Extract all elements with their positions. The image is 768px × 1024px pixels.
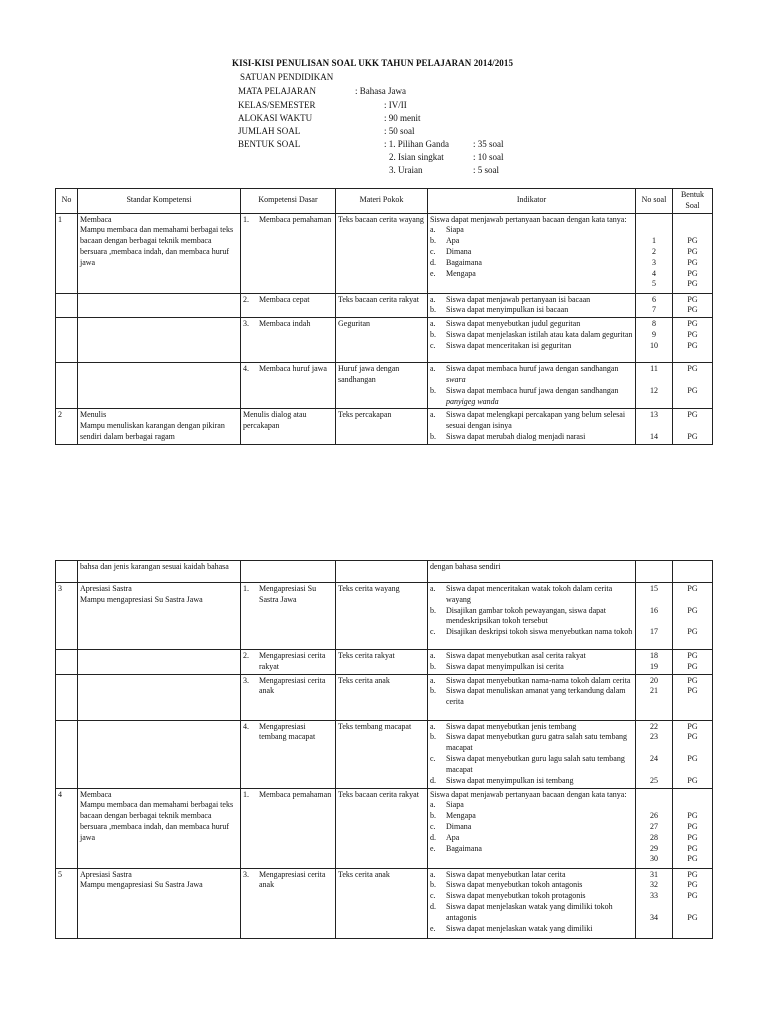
indikator-text: Disajikan gambar tokoh pewayangan, siswa dapat mendeskripsikan tokoh tersebut xyxy=(446,605,606,626)
indikator-text: Disajikan deskripsi tokoh siswa menyebutkan nama tokoh xyxy=(446,627,633,637)
soal-value: 7 xyxy=(652,305,656,315)
indikator-letter: a. xyxy=(430,651,436,660)
row-number: 5 xyxy=(56,868,78,938)
mapel-value: : Bahasa Jawa xyxy=(355,86,406,96)
soal-value: 28 xyxy=(650,832,658,842)
indikator-text: Apa xyxy=(446,236,460,246)
soal-value: PG xyxy=(687,246,698,256)
soal-value: PG xyxy=(687,854,698,864)
indikator-cell: Siswa dapat menjawab pertanyaan bacaan dengan kata tanya: a. Siapa b. Mengapa c. Dimana d. Apa e. Bagaimana xyxy=(428,788,636,868)
indikator-item xyxy=(430,811,633,822)
no-soal-cell xyxy=(636,650,673,675)
no-soal-cell xyxy=(636,674,673,720)
indikator-text: Siswa dapat menceritakan isi geguritan xyxy=(446,340,572,350)
standar-kompetensi-cell xyxy=(78,213,241,293)
kd-number: 1. xyxy=(243,214,249,224)
bentuk-3-value: : 5 soal xyxy=(473,165,499,175)
no-soal-cell: 15 16 17 xyxy=(636,583,673,650)
bentuk-soal-cell: PG PG xyxy=(673,409,713,445)
kompetensi-dasar-cell: 2. Membaca cepat xyxy=(241,293,336,318)
soal-value: 6 xyxy=(652,294,656,304)
soal-value: PG xyxy=(687,340,698,350)
indikator-letter: a. xyxy=(430,800,436,810)
materi-pokok-cell: Teks cerita rakyat xyxy=(336,650,428,675)
indikator-item xyxy=(430,295,633,306)
indikator-letter: b. xyxy=(430,329,436,339)
indikator-letter: a. xyxy=(430,721,436,731)
indikator-letter: b. xyxy=(430,732,436,742)
indikator-letter: c. xyxy=(430,891,436,901)
indikator-letter: a. xyxy=(430,675,436,685)
indikator-item xyxy=(430,902,633,924)
indikator-item xyxy=(430,676,633,687)
bentuk-soal-cell xyxy=(673,318,713,363)
soal-value: 10 xyxy=(650,340,658,350)
kompetensi-dasar-cell xyxy=(241,213,336,293)
indikator-letter: a. xyxy=(430,410,436,420)
indikator-text: Siswa dapat menyimpulkan isi cerita xyxy=(446,661,564,671)
indikator-text: Siswa dapat melengkapi percakapan yang belum selesai sesuai dengan isinya xyxy=(446,410,626,431)
kompetensi-dasar-cell: 3. Mengapresiasi cerita anak xyxy=(241,868,336,938)
indikator-letter: c. xyxy=(430,821,436,831)
bentuk-soal-cell xyxy=(673,788,713,868)
indikator-letter: b. xyxy=(430,305,436,315)
soal-value: 30 xyxy=(650,854,658,864)
bentuk-soal-cell xyxy=(673,674,713,720)
soal-value: PG xyxy=(687,294,698,304)
indikator-letter: d. xyxy=(430,257,436,267)
soal-value: 4 xyxy=(652,268,656,278)
materi-pokok-cell: Teks tembang macapat xyxy=(336,720,428,788)
indikator-letter: a. xyxy=(430,294,436,304)
indikator-item xyxy=(430,880,633,891)
jumlah-label: JUMLAH SOAL xyxy=(238,126,301,136)
kelas-label: KELAS/SEMESTER xyxy=(238,100,316,110)
standar-kompetensi-cell: Membaca Mampu membaca dan memahami berbagai teks bacaan dengan berbagai teknik membaca bersuara ,membaca indah, dan membaca huruf jawa xyxy=(78,788,241,868)
indikator-text: Siapa xyxy=(446,800,464,810)
indikator-text: Mengapa xyxy=(446,811,476,821)
indikator-item xyxy=(430,432,633,443)
materi-pokok-cell: Teks bacaan cerita rakyat xyxy=(336,788,428,868)
soal-value: PG xyxy=(687,257,698,267)
indikator-item xyxy=(430,305,633,316)
kisi-table-part-2 xyxy=(55,560,713,939)
bentuk-2-value: : 10 soal xyxy=(473,152,504,162)
indikator-item xyxy=(430,319,633,330)
table-row xyxy=(56,868,713,938)
indikator-text: Siswa dapat merubah dialog menjadi narasi xyxy=(446,431,586,441)
soal-value: PG xyxy=(687,675,698,685)
indikator-item xyxy=(430,606,633,628)
indikator-letter: d. xyxy=(430,775,436,785)
indikator-item xyxy=(430,776,633,787)
materi-pokok-cell: Teks bacaan cerita rakyat xyxy=(336,293,428,318)
soal-value: PG xyxy=(687,319,698,329)
indikator-text: Dimana xyxy=(446,821,472,831)
alokasi-value: : 90 menit xyxy=(384,113,421,123)
jumlah-value: : 50 soal xyxy=(384,126,415,136)
indikator-text: Siswa dapat menyebutkan judul geguritan xyxy=(446,319,581,329)
table-row xyxy=(56,409,713,445)
kompetensi-dasar-cell: 4. Membaca huruf jawa xyxy=(241,363,336,409)
indikator-letter: b. xyxy=(430,880,436,890)
indikator-cell: a. Siswa dapat membaca huruf jawa dengan sandhangan swara b. Siswa dapat membaca huruf jawa dengan sandhangan panyigeg wanda xyxy=(428,363,636,409)
soal-value: PG xyxy=(687,686,698,696)
bentuk-soal-cell: PG PG PG PG xyxy=(673,868,713,938)
table-row xyxy=(56,720,713,788)
indikator-text: Siswa dapat menjelaskan istilah atau kata dalam geguritan xyxy=(446,329,633,339)
kompetensi-dasar-cell: 2. Mengapresiasi cerita rakyat xyxy=(241,650,336,675)
indikator-item xyxy=(430,584,633,606)
indikator-text: Siswa dapat menyebutkan guru lagu salah satu tembang macapat xyxy=(446,753,625,774)
table-row xyxy=(56,293,713,318)
indikator-item xyxy=(430,891,633,902)
indikator-item xyxy=(430,722,633,733)
soal-value: PG xyxy=(687,832,698,842)
indikator-cell xyxy=(428,720,636,788)
table-row xyxy=(56,674,713,720)
kelas-value: : IV/II xyxy=(384,100,407,110)
no-soal-cell xyxy=(636,788,673,868)
indikator-letter: b. xyxy=(430,811,436,821)
standar-kompetensi-cell: Apresiasi Sastra Mampu mengapresiasi Su Sastra Jawa xyxy=(78,583,241,650)
no-soal-cell xyxy=(636,293,673,318)
indikator-item xyxy=(430,627,633,638)
table-header-row xyxy=(56,189,713,214)
soal-value: 1 xyxy=(652,236,656,246)
table-row xyxy=(56,650,713,675)
kompetensi-dasar-cell: 3. Mengapresiasi cerita anak xyxy=(241,674,336,720)
soal-value: PG xyxy=(687,843,698,853)
indikator-text: Siswa dapat menuliskan amanat yang terkandung dalam cerita xyxy=(446,686,626,707)
soal-value: PG xyxy=(687,651,698,660)
kompetensi-dasar-cell: 1. Mengapresiasi Su Sastra Jawa xyxy=(241,583,336,650)
indikator-text: Bagaimana xyxy=(446,843,482,853)
header-bentuk-soal: Bentuk Soal xyxy=(673,189,713,214)
indikator-letter: d. xyxy=(430,832,436,842)
materi-pokok-cell: Teks cerita wayang xyxy=(336,583,428,650)
indikator-text: Siswa dapat menjelaskan watak yang dimiliki xyxy=(446,923,593,933)
soal-value: 21 xyxy=(650,686,658,696)
indikator-text: Siswa dapat menyimpulkan isi bacaan xyxy=(446,305,569,315)
indikator-cell xyxy=(428,583,636,650)
table-row xyxy=(56,213,713,293)
header-no-soal: No soal xyxy=(636,189,673,214)
indikator-text: Siswa dapat menjelaskan watak yang dimiliki tokoh antagonis xyxy=(446,901,613,922)
indikator-text: Dimana xyxy=(446,246,472,256)
materi-pokok-cell: Teks cerita anak xyxy=(336,868,428,938)
indikator-item xyxy=(430,732,633,754)
soal-value: PG xyxy=(687,236,698,246)
indikator-letter: c. xyxy=(430,753,436,763)
indikator-letter: d. xyxy=(430,901,436,911)
indikator-text: Siswa dapat menyebutkan asal cerita rakyat xyxy=(446,651,586,660)
sk-description: Mampu membaca dan memahami berbagai teks bacaan dengan berbagai teknik membaca bersuara ,membaca indah, dan membaca huruf jawa xyxy=(80,225,234,267)
soal-value: PG xyxy=(687,821,698,831)
satuan-label: SATUAN PENDIDIKAN xyxy=(240,72,334,82)
kompetensi-dasar-cell: 1. Membaca pemahaman xyxy=(241,788,336,868)
indikator-item xyxy=(430,686,633,708)
row-number: 1 xyxy=(56,213,78,293)
soal-value: PG xyxy=(687,279,698,289)
indikator-item xyxy=(430,330,633,341)
indikator-intro: Siswa dapat menjawab pertanyaan bacaan dengan kata tanya: xyxy=(430,214,627,224)
bentuk-label: BENTUK SOAL xyxy=(238,139,301,149)
indikator-item xyxy=(430,833,633,844)
indikator-cell xyxy=(428,293,636,318)
indikator-letter: b. xyxy=(430,605,436,615)
standar-kompetensi-cell: Menulis Mampu menuliskan karangan dengan pikiran sendiri dalam berbagai ragam xyxy=(78,409,241,445)
soal-value: 20 xyxy=(650,675,658,685)
no-soal-cell: 13 14 xyxy=(636,409,673,445)
kd-text: Membaca pemahaman xyxy=(259,214,332,224)
bentuk-soal-cell: PG PG PG xyxy=(673,583,713,650)
header-standar-kompetensi: Standar Kompetensi xyxy=(78,189,241,214)
indikator-text: Mengapa xyxy=(446,268,476,278)
document-title: KISI-KISI PENULISAN SOAL UKK TAHUN PELAJARAN 2014/2015 xyxy=(232,58,514,68)
indikator-item xyxy=(430,870,633,881)
indikator-item xyxy=(430,269,633,280)
indikator-letter: a. xyxy=(430,584,436,593)
soal-value: 19 xyxy=(650,661,658,671)
sk-title: Membaca xyxy=(80,214,112,224)
indikator-item xyxy=(430,754,633,776)
materi-pokok-cell: Teks percakapan xyxy=(336,409,428,445)
header-no: No xyxy=(56,189,78,214)
indikator-item xyxy=(430,225,633,236)
row-number: 4 xyxy=(56,788,78,868)
indikator-cell: dengan bahasa sendiri xyxy=(428,561,636,583)
soal-value: 27 xyxy=(650,821,658,831)
bentuk-1-label: : 1. Pilihan Ganda xyxy=(384,139,449,149)
indikator-item xyxy=(430,844,633,855)
header-materi-pokok: Materi Pokok xyxy=(336,189,428,214)
soal-value: 26 xyxy=(650,811,658,821)
indikator-text: Siswa dapat menyebutkan nama-nama tokoh dalam cerita xyxy=(446,675,631,685)
bentuk-soal-cell xyxy=(673,293,713,318)
table-row xyxy=(56,788,713,868)
kompetensi-dasar-cell: Menulis dialog atau percakapan xyxy=(241,409,336,445)
indikator-item xyxy=(430,800,633,811)
bentuk-soal-cell xyxy=(673,213,713,293)
bentuk-3-label: 3. Uraian xyxy=(389,165,423,175)
materi-pokok-cell: Geguritan xyxy=(336,318,428,363)
materi-pokok-cell: Huruf jawa dengan sandhangan xyxy=(336,363,428,409)
materi-pokok-cell: Teks cerita anak xyxy=(336,674,428,720)
soal-value: PG xyxy=(687,305,698,315)
indikator-cell xyxy=(428,650,636,675)
indikator-item xyxy=(430,247,633,258)
soal-value: PG xyxy=(687,661,698,671)
materi-pokok-cell: Teks bacaan cerita wayang xyxy=(336,213,428,293)
indikator-cell xyxy=(428,674,636,720)
indikator-letter: b. xyxy=(430,661,436,671)
kompetensi-dasar-cell: 4. Mengapresiasi tembang macapat xyxy=(241,720,336,788)
indikator-letter: e. xyxy=(430,268,436,278)
indikator-cell xyxy=(428,409,636,445)
soal-value: PG xyxy=(687,329,698,339)
indikator-text: Siswa dapat menyebutkan tokoh antagonis xyxy=(446,880,583,890)
soal-value: PG xyxy=(687,811,698,821)
table-row xyxy=(56,318,713,363)
no-soal-cell xyxy=(636,318,673,363)
indikator-text: Siswa dapat menyebutkan latar cerita xyxy=(446,869,566,879)
indikator-text: Siswa dapat menyebutkan guru gatra salah satu tembang macapat xyxy=(446,732,628,753)
kisi-table-part-1 xyxy=(55,188,713,445)
indikator-text: Siapa xyxy=(446,225,464,235)
table-row xyxy=(56,363,713,409)
indikator-letter: c. xyxy=(430,340,436,350)
indikator-list xyxy=(430,225,633,279)
indikator-letter: a. xyxy=(430,869,436,879)
indikator-text: Bagaimana xyxy=(446,257,482,267)
indikator-text: Siswa dapat menyebutkan jenis tembang xyxy=(446,721,577,731)
indikator-cell xyxy=(428,868,636,938)
soal-value: 5 xyxy=(652,279,656,289)
soal-value: 3 xyxy=(652,257,656,267)
no-soal-cell: 22 23 24 25 xyxy=(636,720,673,788)
soal-value: 29 xyxy=(650,843,658,853)
indikator-text: Siswa dapat menceritakan watak tokoh dalam cerita wayang xyxy=(446,584,613,604)
indikator-text: Apa xyxy=(446,832,460,842)
indikator-item xyxy=(430,822,633,833)
indikator-item xyxy=(430,410,633,432)
indikator-letter: c. xyxy=(430,246,436,256)
header-kompetensi-dasar: Kompetensi Dasar xyxy=(241,189,336,214)
indikator-item xyxy=(430,236,633,247)
indikator-item xyxy=(430,258,633,269)
indikator-item xyxy=(430,341,633,352)
row-number: 2 xyxy=(56,409,78,445)
indikator-letter: e. xyxy=(430,923,436,933)
kompetensi-dasar-cell: 3. Membaca indah xyxy=(241,318,336,363)
soal-value: PG xyxy=(687,268,698,278)
indikator-letter: c. xyxy=(430,627,436,637)
indikator-cell xyxy=(428,213,636,293)
header-indikator: Indikator xyxy=(428,189,636,214)
no-soal-cell xyxy=(636,213,673,293)
indikator-cell xyxy=(428,318,636,363)
no-soal-cell: 31 32 33 34 xyxy=(636,868,673,938)
indikator-letter: b. xyxy=(430,431,436,441)
row-number: 3 xyxy=(56,583,78,650)
bentuk-soal-cell: PG PG xyxy=(673,363,713,409)
table-row xyxy=(56,561,713,583)
indikator-letter: e. xyxy=(430,843,436,853)
soal-value: 9 xyxy=(652,329,656,339)
indikator-text: Siswa dapat menyebutkan tokoh protagonis xyxy=(446,891,586,901)
no-soal-cell: 11 12 xyxy=(636,363,673,409)
bentuk-1-value: : 35 soal xyxy=(473,139,504,149)
indikator-letter: b. xyxy=(430,236,436,246)
soal-value: 2 xyxy=(652,246,656,256)
indikator-text: Siswa dapat menjawab pertanyaan isi bacaan xyxy=(446,294,591,304)
indikator-item xyxy=(430,651,633,662)
bentuk-2-label: 2. Isian singkat xyxy=(389,152,444,162)
mapel-label: MATA PELAJARAN xyxy=(238,86,317,96)
standar-kompetensi-cell: bahsa dan jenis karangan sesuai kaidah bahasa xyxy=(78,561,241,583)
indikator-letter: b. xyxy=(430,686,436,696)
indikator-text: Siswa dapat menyimpulkan isi tembang xyxy=(446,775,574,785)
bentuk-soal-cell xyxy=(673,650,713,675)
standar-kompetensi-cell: Apresiasi Sastra Mampu mengapresiasi Su Sastra Jawa xyxy=(78,868,241,938)
indikator-letter: a. xyxy=(430,225,436,235)
table-row xyxy=(56,583,713,650)
bentuk-soal-cell: PG PG PG PG xyxy=(673,720,713,788)
alokasi-label: ALOKASI WAKTU xyxy=(238,113,313,123)
indikator-item xyxy=(430,924,633,935)
soal-value: 8 xyxy=(652,319,656,329)
soal-value: 18 xyxy=(650,651,658,660)
indikator-letter: a. xyxy=(430,319,436,329)
indikator-item xyxy=(430,662,633,673)
